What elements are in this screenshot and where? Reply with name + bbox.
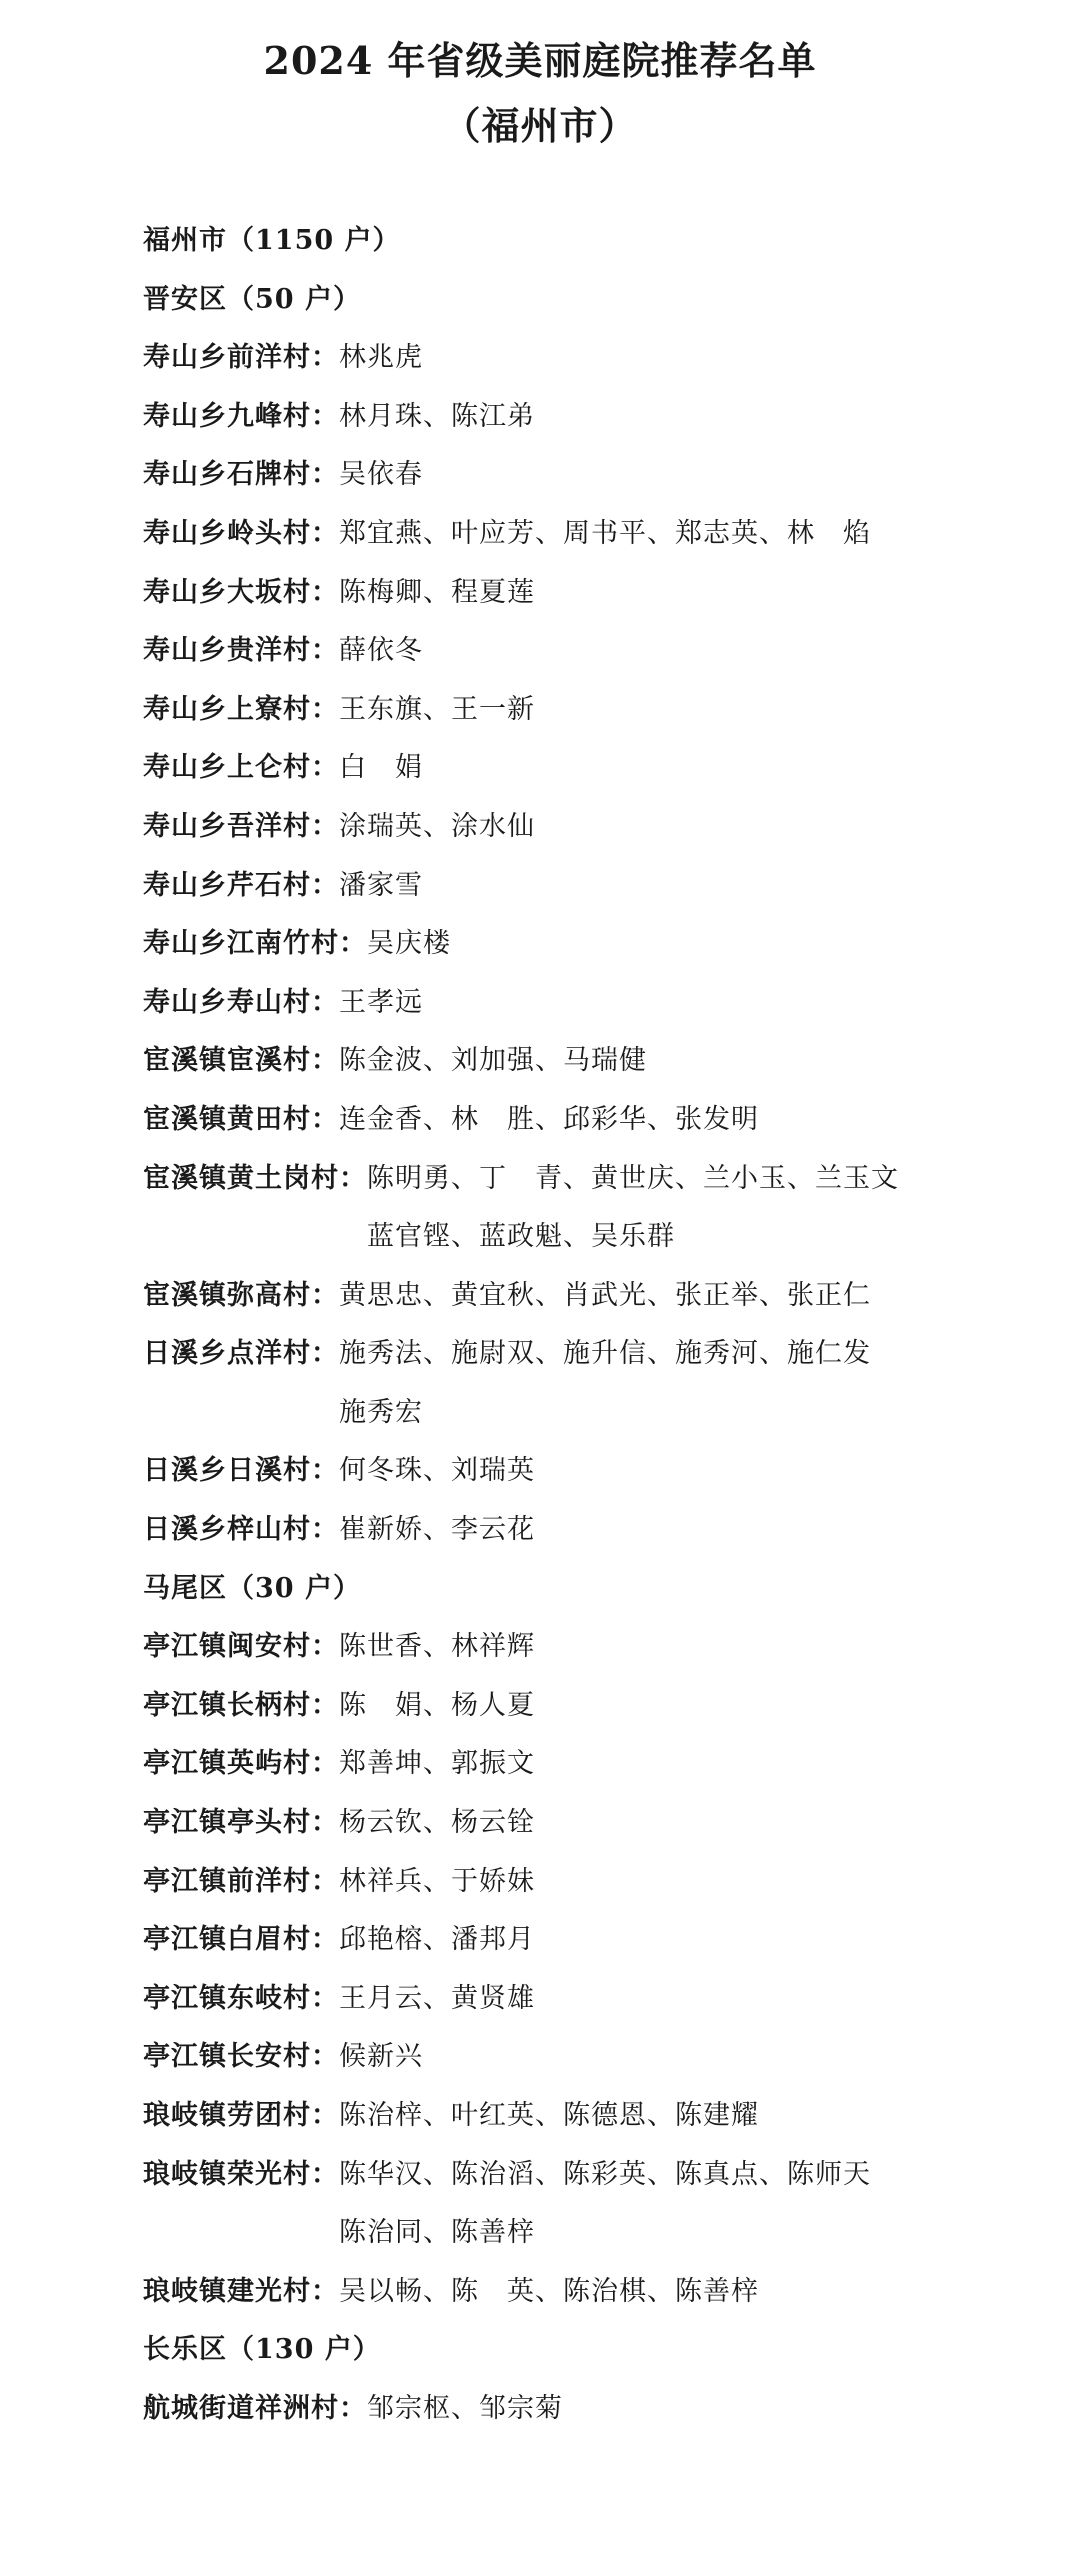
village-entry [143, 388, 1043, 447]
household-names: 王月云、黄贤雄 [339, 1982, 535, 2014]
household-names: 吴以畅、陈 英、陈治棋、陈善梓 [339, 2275, 759, 2307]
village-entry [143, 915, 1043, 974]
village-name: 寿山乡大坂村： [143, 576, 339, 608]
household-names: 王孝远 [339, 986, 423, 1018]
village-name: 寿山乡江南竹村： [143, 928, 367, 960]
village-name: 宦溪镇弥高村： [143, 1279, 339, 1311]
village-entry [143, 739, 1043, 798]
household-names: 连金香、林 胜、邱彩华、张发明 [339, 1103, 759, 1135]
household-names: 黄思忠、黄宜秋、肖武光、张正举、张正仁 [339, 1279, 871, 1311]
household-names: 施秀宏 [339, 1396, 423, 1428]
village-entry [143, 1618, 1043, 1677]
village-entry [143, 798, 1043, 857]
household-names: 潘家雪 [339, 869, 423, 901]
village-name: 宦溪镇黄土岗村： [143, 1162, 367, 1194]
village-name: 亭江镇亭头村： [143, 1807, 339, 1839]
household-names: 陈明勇、丁 青、黄世庆、兰小玉、兰玉文 [367, 1162, 899, 1194]
household-names: 杨云钦、杨云铨 [339, 1807, 535, 1839]
village-entry [143, 974, 1043, 1033]
household-names: 崔新娇、李云花 [339, 1514, 535, 1546]
village-entry [143, 1970, 1043, 2029]
village-entry [143, 329, 1043, 388]
household-names: 吴庆楼 [367, 928, 451, 960]
village-entry [143, 1442, 1043, 1501]
village-entry [143, 1853, 1043, 1912]
village-name: 寿山乡贵洋村： [143, 635, 339, 667]
village-name: 宦溪镇黄田村： [143, 1103, 339, 1135]
village-entry [143, 446, 1043, 505]
district-heading: 福州市（1150 户） [143, 225, 401, 256]
village-entry [143, 1267, 1043, 1326]
household-names: 陈梅卿、程夏莲 [339, 576, 535, 608]
village-name: 琅岐镇劳团村： [143, 2100, 339, 2131]
household-names: 陈治同、陈善梓 [339, 2217, 535, 2249]
village-name: 琅岐镇建光村： [143, 2275, 339, 2307]
village-entry [143, 1735, 1043, 1794]
household-names: 邱艳榕、潘邦月 [339, 1924, 535, 1956]
village-entry [143, 505, 1043, 564]
village-name: 亭江镇长安村： [143, 2041, 339, 2073]
household-names: 王东旗、王一新 [339, 693, 535, 725]
household-names: 陈金波、刘加强、马瑞健 [339, 1045, 647, 1077]
village-name: 航城街道祥洲村： [143, 2392, 367, 2424]
district-heading: 长乐区（130 户） [143, 2334, 381, 2366]
village-entry-continuation [143, 1208, 1043, 1267]
household-names: 林祥兵、于娇妹 [339, 1865, 535, 1897]
village-entry [143, 1911, 1043, 1970]
household-names: 何冬珠、刘瑞英 [339, 1455, 535, 1487]
village-name: 琅岐镇荣光村： [143, 2158, 339, 2190]
household-names: 陈 娟、杨人夏 [339, 1689, 535, 1721]
village-entry [143, 622, 1043, 681]
household-names: 白 娟 [339, 752, 423, 784]
village-name: 寿山乡前洋村： [143, 342, 339, 374]
village-name: 亭江镇东岐村： [143, 1982, 339, 2014]
village-name: 宦溪镇宦溪村： [143, 1045, 339, 1077]
village-name: 寿山乡上寮村： [143, 693, 339, 725]
household-names: 陈世香、林祥辉 [339, 1631, 535, 1663]
household-names: 邹宗枢、邹宗菊 [367, 2392, 563, 2424]
household-names: 施秀法、施尉双、施升信、施秀河、施仁发 [339, 1338, 871, 1370]
village-name: 寿山乡芹石村： [143, 869, 339, 901]
village-name: 寿山乡石牌村： [143, 459, 339, 491]
village-name: 日溪乡日溪村： [143, 1455, 339, 1487]
village-entry-continuation [143, 1384, 1043, 1443]
household-names: 吴依春 [339, 459, 423, 491]
village-entry [143, 857, 1043, 916]
district-heading: 马尾区（30 户） [143, 1572, 361, 1604]
village-name: 亭江镇英屿村： [143, 1748, 339, 1780]
village-entry [143, 1325, 1043, 1384]
household-names: 郑宜燕、叶应芳、周书平、郑志英、林 焰 [339, 517, 871, 549]
household-names: 涂瑞英、涂水仙 [339, 810, 535, 842]
village-entry [143, 1501, 1043, 1560]
document-title: 2024 年省级美丽庭院推荐名单 [263, 38, 817, 83]
village-entry [143, 564, 1043, 623]
household-names: 候新兴 [339, 2041, 423, 2073]
village-name: 寿山乡岭头村： [143, 517, 339, 549]
village-entry [143, 1032, 1043, 1091]
household-names: 薛依冬 [339, 635, 423, 667]
recommendation-list [143, 212, 1043, 2439]
household-names: 陈治梓、叶红英、陈德恩、陈建耀 [339, 2100, 759, 2131]
village-name: 寿山乡九峰村： [143, 400, 339, 432]
village-entry-continuation [143, 2204, 1043, 2263]
document-subtitle: （福州市） [442, 103, 638, 148]
village-entry [143, 1794, 1043, 1853]
village-entry [143, 2263, 1043, 2322]
village-entry [143, 681, 1043, 740]
village-entry [143, 1091, 1043, 1150]
village-name: 寿山乡上仑村： [143, 752, 339, 784]
village-name: 寿山乡寿山村： [143, 986, 339, 1018]
village-name: 寿山乡吾洋村： [143, 810, 339, 842]
village-entry [143, 2087, 1043, 2146]
household-names: 陈华汉、陈治滔、陈彩英、陈真点、陈师天 [339, 2158, 871, 2190]
household-names: 林兆虎 [339, 342, 423, 374]
household-names: 郑善坤、郭振文 [339, 1748, 535, 1780]
village-entry [143, 1150, 1043, 1209]
village-name: 亭江镇闽安村： [143, 1631, 339, 1663]
village-name: 亭江镇白眉村： [143, 1924, 339, 1956]
village-entry [143, 1677, 1043, 1736]
village-name: 日溪乡点洋村： [143, 1338, 339, 1370]
village-name: 亭江镇前洋村： [143, 1865, 339, 1897]
village-entry [143, 2380, 1043, 2439]
village-entry [143, 2146, 1043, 2205]
household-names: 林月珠、陈江弟 [339, 400, 535, 432]
village-name: 日溪乡梓山村： [143, 1514, 339, 1546]
district-heading: 晋安区（50 户） [143, 283, 361, 315]
village-entry [143, 2028, 1043, 2087]
village-name: 亭江镇长柄村： [143, 1689, 339, 1721]
household-names: 蓝官铿、蓝政魁、吴乐群 [367, 1221, 675, 1253]
